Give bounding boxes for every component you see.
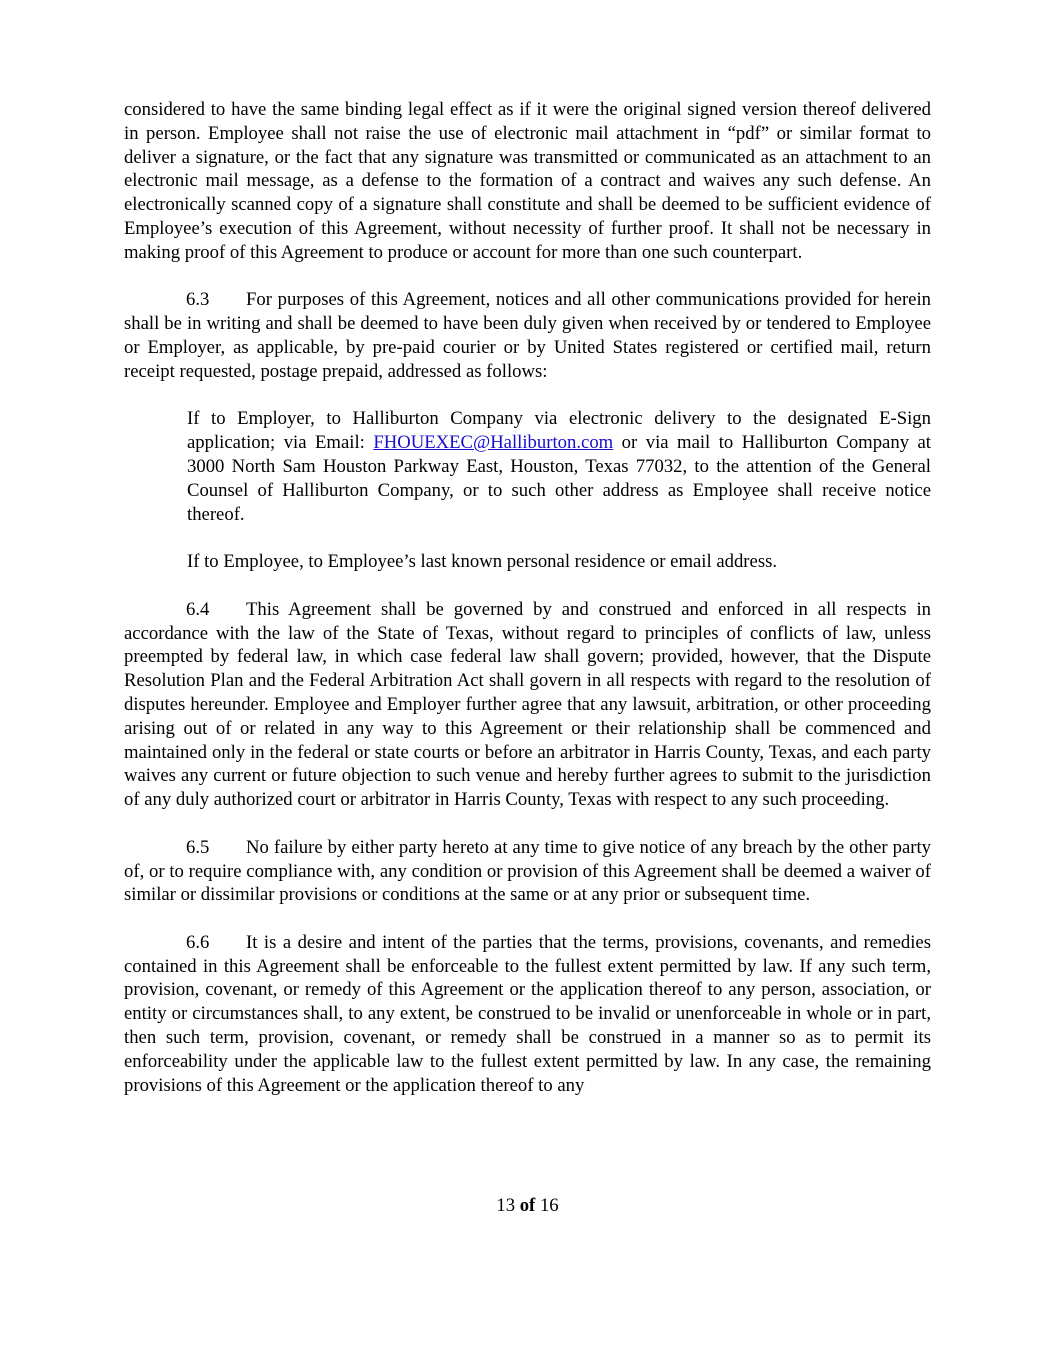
section-6-3 bbox=[124, 288, 931, 383]
section-6-5 bbox=[124, 836, 931, 907]
employer-notice-address bbox=[187, 407, 931, 526]
section-text: No failure by either party hereto at any time to give notice of any breach by the other party of, or to require compliance with, any condition or provision of this Agreement shall be deemed a waiver of similar or dissimilar provisions or conditions at the same or at any prior or subsequent time. bbox=[124, 836, 931, 906]
section-text: It is a desire and intent of the parties that the terms, provisions, covenants, and remedies contained in this Agreement shall be enforceable to the fullest extent permitted by law. If any such term, provision, covenant, or remedy of this Agreement or the application thereof to any person, association, or entity or circumstances shall, to any extent, be construed to be invalid or unenforceable in whole or in part, then such term, provision, covenant, or remedy shall be construed in a manner so as to permit its enforceability under the applicable law to the fullest extent permitted by law. In any case, the remaining provisions of this Agreement or the application thereof to any bbox=[124, 931, 931, 1096]
section-6-4 bbox=[124, 598, 931, 812]
section-6-6 bbox=[124, 931, 931, 1098]
page-number-footer bbox=[0, 1194, 1055, 1218]
email-link[interactable]: FHOUEXEC@Halliburton.com bbox=[373, 432, 614, 454]
section-number: 6.6 bbox=[186, 931, 210, 953]
total-pages-number: 16 bbox=[539, 1195, 559, 1216]
section-number: 6.5 bbox=[186, 836, 210, 858]
section-text: This Agreement shall be governed by and construed and enforced in all respects in accordance with the law of the State of Texas, without regard to principles of conflicts of law, unless preempted by federal law, in which case federal law shall govern; provided, however, that the Dispute Resolution Plan and the Federal Arbitration Act shall govern in all respects with regard to the resolution of disputes hereunder. Employee and Employer further agree that any lawsuit, arbitration, or other proceeding arising out of or related in any way to this Agreement or their relationship shall be commenced and maintained only in the federal or state courts or before an arbitrator in Harris County, Texas, and each party waives any current or future objection to such venue and hereby further agrees to submit to the jurisdiction of any duly authorized court or arbitrator in Harris County, Texas with respect to any such proceeding. bbox=[124, 598, 931, 811]
employer-notice-text-2: or via mail to Halliburton Company at 3000 North Sam Houston Parkway East, Houston, Texas 77032, to the attention of the General Counsel of Halliburton Company, or to such other address as Employee shall receive notice thereof. bbox=[187, 432, 931, 525]
section-text: For purposes of this Agreement, notices and all other communications provided for herein shall be in writing and shall be deemed to have been duly given when received by or tendered to Employee or Employer, as applicable, by pre-paid courier or by United States registered or certified mail, return receipt requested, postage prepaid, addressed as follows: bbox=[124, 289, 931, 382]
section-number: 6.4 bbox=[186, 598, 210, 620]
current-page-number: 13 bbox=[496, 1195, 516, 1216]
document-page bbox=[124, 98, 931, 1121]
of-label: of bbox=[519, 1195, 536, 1216]
paragraph-continued: considered to have the same binding legal effect as if it were the original signed version thereof delivered in person. Employee shall not raise the use of electronic mail attachment in “pdf” or similar format to deliver a signature, or the fact that any signature was transmitted or communicated as an attachment to an electronic mail message, as a defense to the formation of a contract and waives any such defense. An electronically scanned copy of a signature shall constitute and shall be deemed to be sufficient evidence of Employee’s execution of this Agreement, without necessity of further proof. It shall not be necessary in making proof of this Agreement to produce or account for more than one such counterpart. bbox=[124, 99, 931, 263]
employer-notice-text-1: If to Employer, to Halliburton Company via electronic delivery to the designated E-Sign application; via Email: bbox=[187, 408, 931, 454]
section-number: 6.3 bbox=[186, 289, 210, 311]
employee-notice-address: If to Employee, to Employee’s last known personal residence or email address. bbox=[187, 551, 778, 573]
